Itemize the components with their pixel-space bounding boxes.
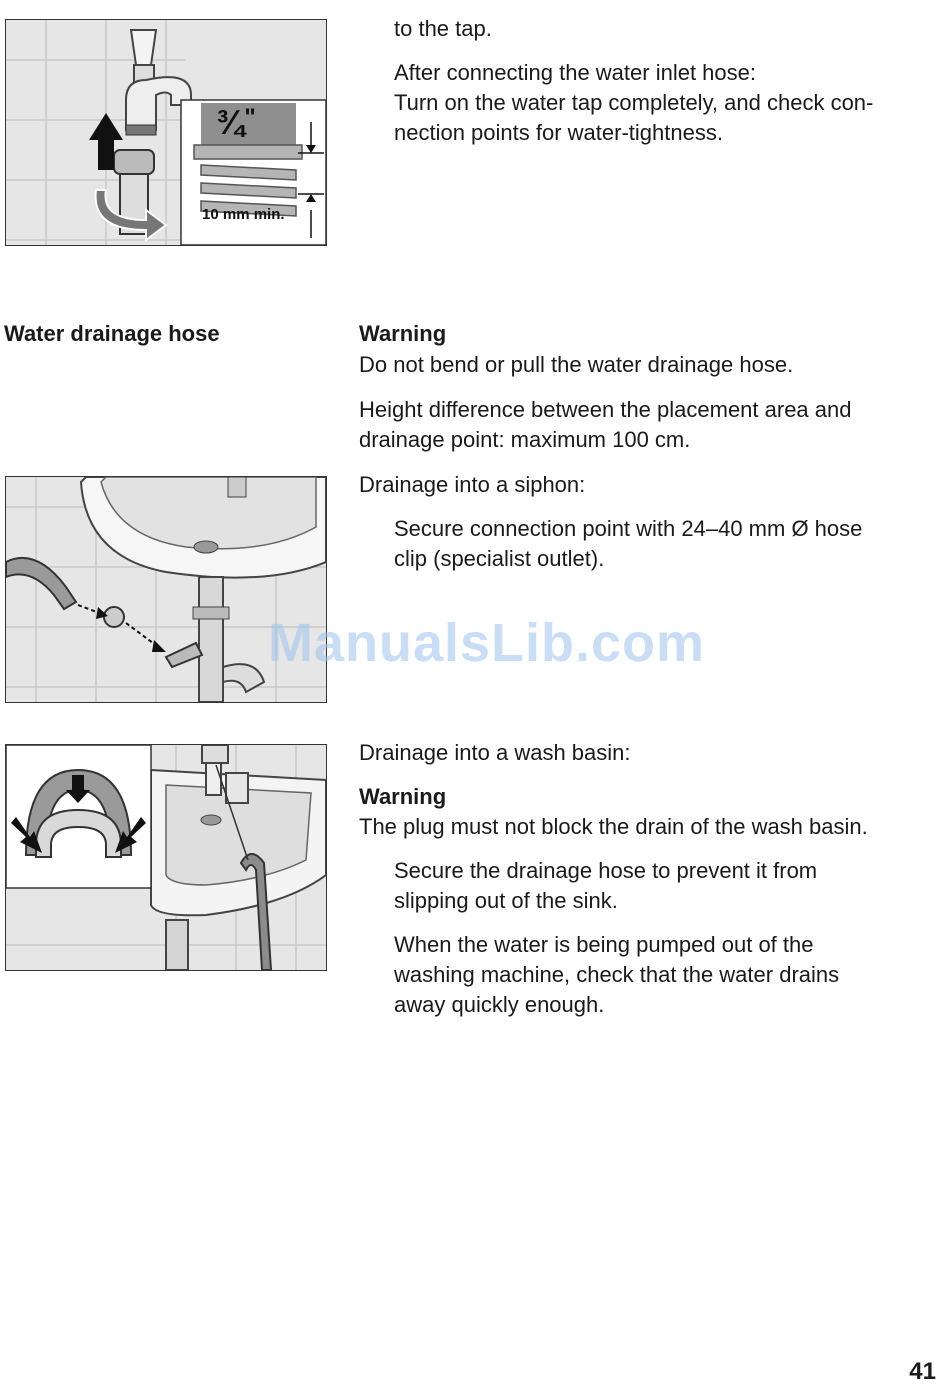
pump-out-text-line2: washing machine, check that the water drains xyxy=(394,962,840,987)
warning-title-1: Warning xyxy=(359,321,447,346)
pump-out-text-line3: away quickly enough. xyxy=(394,992,605,1017)
basin-intro: Drainage into a wash basin: xyxy=(359,740,631,765)
warning-text-1: Do not bend or pull the water drainage hose. xyxy=(359,352,794,377)
secure-hose-text-line2: slipping out of the sink. xyxy=(394,888,618,913)
page-number: 41 xyxy=(909,1358,936,1385)
watermark: ManualsLib.com xyxy=(268,613,706,673)
warning-text-2: The plug must not block the drain of the wash basin. xyxy=(359,814,868,839)
turn-on-tap-text-line2: nection points for water-tightness. xyxy=(394,120,723,145)
to-the-tap-text: to the tap. xyxy=(394,16,492,41)
wash-basin-figure xyxy=(5,744,327,971)
secure-hose-text-line1: Secure the drainage hose to prevent it from xyxy=(394,858,818,883)
section-heading: Water drainage hose xyxy=(4,321,220,346)
fraction-value: ¾ xyxy=(216,104,245,142)
height-text-line2: drainage point: maximum 100 cm. xyxy=(359,427,691,452)
warning-title-2: Warning xyxy=(359,784,447,809)
tap-connection-figure xyxy=(5,19,327,246)
inch-mark: " xyxy=(244,104,256,131)
siphon-text-line2: clip (specialist outlet). xyxy=(394,546,605,571)
turn-on-tap-text-line1: Turn on the water tap completely, and check con- xyxy=(394,90,874,115)
siphon-intro: Drainage into a siphon: xyxy=(359,472,586,497)
dimension-label: 10 mm min. xyxy=(202,206,285,223)
height-text-line1: Height difference between the placement area and xyxy=(359,397,852,422)
pump-out-text-line1: When the water is being pumped out of the xyxy=(394,932,814,957)
fraction-label xyxy=(216,104,256,143)
after-connecting-text: After connecting the water inlet hose: xyxy=(394,60,756,85)
siphon-text-line1: Secure connection point with 24–40 mm Ø hose xyxy=(394,516,863,541)
